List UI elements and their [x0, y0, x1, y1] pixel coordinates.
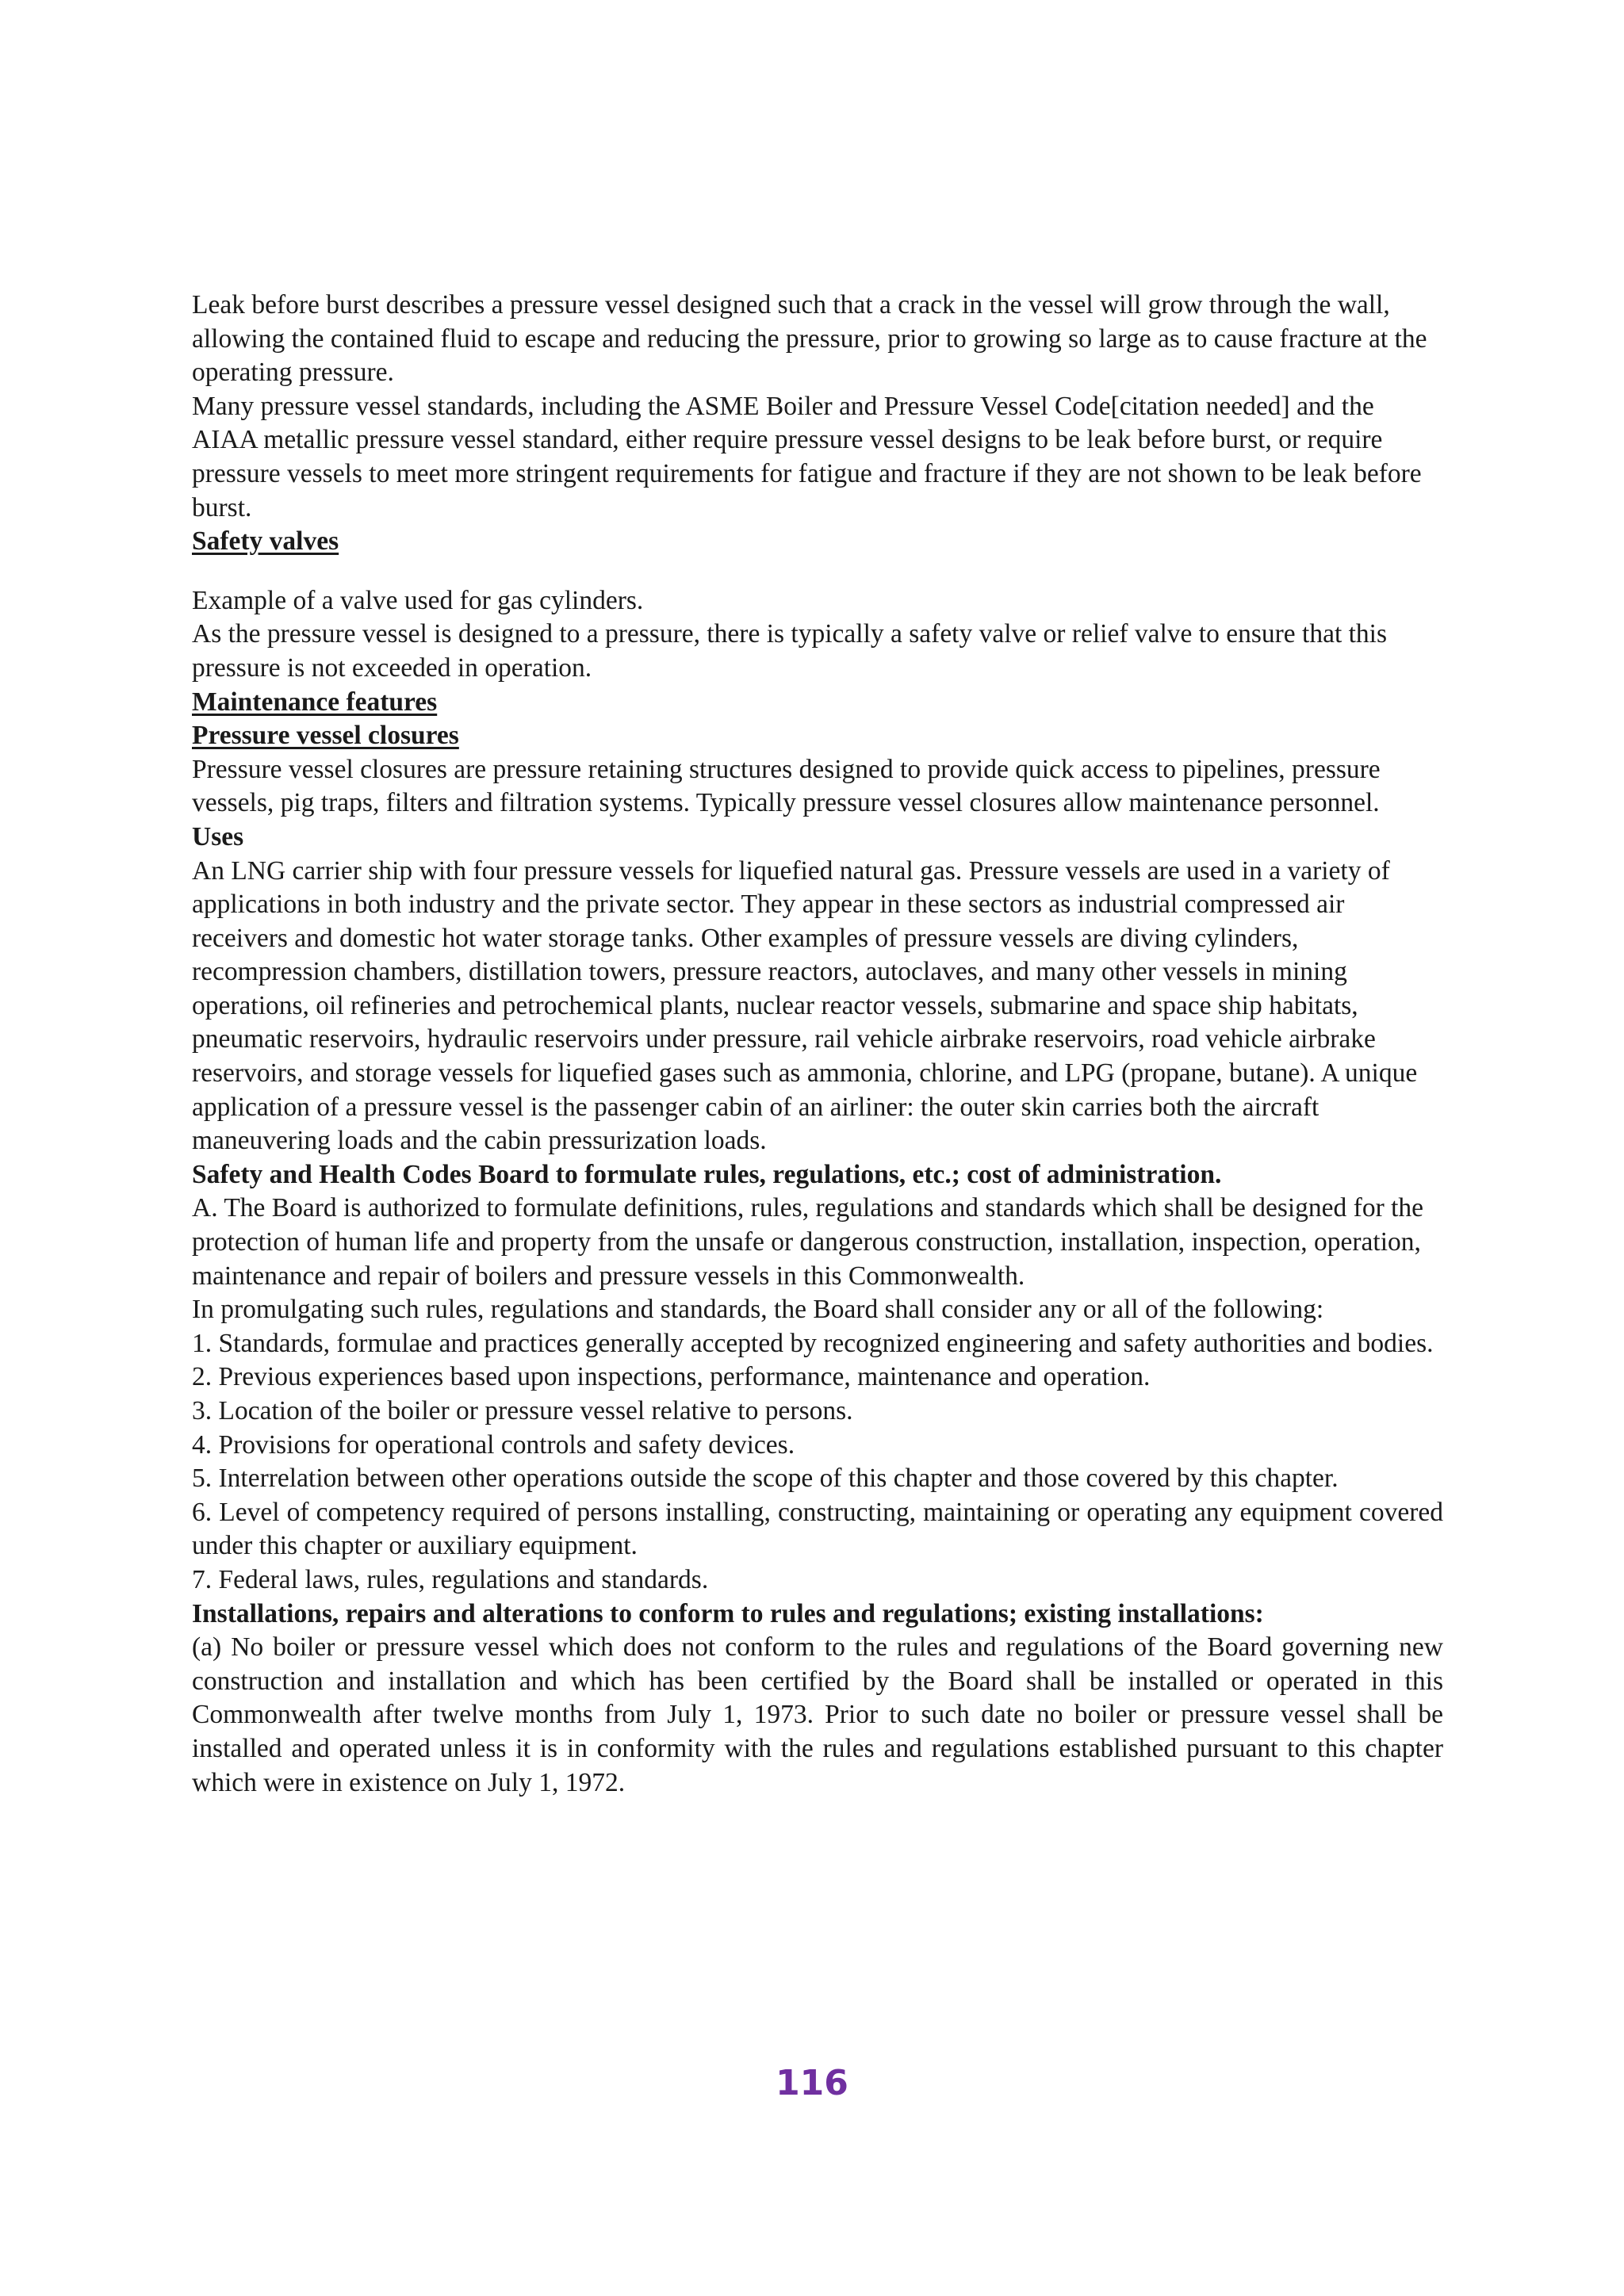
paragraph-uses: An LNG carrier ship with four pressure vessels for liquefied natural gas. Pressure vessels are used in a variety of applications in both industry and the private sector. They appear in these sectors as industrial compressed air receivers and domestic hot water storage tanks. Other examples of pressure vessels are diving cylinders, recompression chambers, distillation towers, pressure reactors, autoclaves, and many other vessels in mining operations, oil refineries and petrochemical plants, nuclear reactor vessels, submarine and space ship habitats, pneumatic reservoirs, hydraulic reservoirs under pressure, rail vehicle airbrake reservoirs, road vehicle airbrake reservoirs, and storage vessels for liquefied gases such as ammonia, chlorine, and LPG (propane, butane). A unique application of a pressure vessel is the passenger cabin of an airliner: the outer skin carries both the aircraft maneuvering loads and the cabin pressurization loads. — [192, 855, 1418, 1156]
heading-installations: Installations, repairs and alterations to conform to rules and regulations; existing installations: — [192, 1598, 1264, 1628]
heading-uses: Uses — [192, 821, 244, 851]
list-item: 7. Federal laws, rules, regulations and standards. — [192, 1564, 709, 1594]
document-body — [192, 289, 1443, 1800]
page-number: 116 — [776, 2063, 848, 2103]
list-item: 2. Previous experiences based upon inspections, performance, maintenance and operation. — [192, 1362, 1151, 1392]
heading-safety-valves: Safety valves — [192, 526, 339, 557]
heading-safety-health-board: Safety and Health Codes Board to formulate rules, regulations, etc.; cost of administration. — [192, 1159, 1222, 1189]
list-item: 4. Provisions for operational controls and safety devices. — [192, 1429, 795, 1460]
paragraph-closures: Pressure vessel closures are pressure retaining structures designed to provide quick access to pipelines, pressure vessels, pig traps, filters and filtration systems. Typically pressure vessel closures allow maintenance personnel. — [192, 754, 1381, 818]
list-item: 6. Level of competency required of persons installing, constructing, maintaining or operating any equipment covered under this chapter or auxiliary equipment. — [192, 1497, 1443, 1561]
list-item: 5. Interrelation between other operations outside the scope of this chapter and those covered by this chapter. — [192, 1464, 1339, 1494]
paragraph-leak-before-burst: Leak before burst describes a pressure vessel designed such that a crack in the vessel will grow through the wall, allowing the contained fluid to escape and reducing the pressure, prior to growing so large as to cause fracture at the operating pressure. — [192, 290, 1427, 388]
heading-pressure-vessel-closures: Pressure vessel closures — [192, 721, 459, 751]
paragraph-installations: (a) No boiler or pressure vessel which does not conform to the rules and regulations of the Board governing new construction and installation and which has been certified by the Board shall be installed or operated in this Commonwealth after twelve months from July 1, 1973. Prior to such date no boiler or pressure vessel shall be installed and operated unless it is in conformity with the rules and regulations established pursuant to this chapter which were in existence on July 1, 1972. — [192, 1632, 1443, 1797]
paragraph-promulgating: In promulgating such rules, regulations and standards, the Board shall consider any or all of the following: — [192, 1295, 1324, 1325]
spacer — [192, 559, 1443, 584]
paragraph-standards: Many pressure vessel standards, including the ASME Boiler and Pressure Vessel Code[citation needed] and the AIAA metallic pressure vessel standard, either require pressure vessel designs to be leak before burst, or require pressure vessels to meet more stringent requirements for fatigue and fracture if they are not shown to be leak before burst. — [192, 391, 1422, 522]
paragraph-valve-example: Example of a valve used for gas cylinders. — [192, 585, 644, 615]
list-item: 1. Standards, formulae and practices generally accepted by recognized engineering and safety authorities and bodies. — [192, 1328, 1434, 1358]
paragraph-board-authorized: A. The Board is authorized to formulate definitions, rules, regulations and standards which shall be designed for the protection of human life and property from the unsafe or dangerous construction, installation, inspection, operation, maintenance and repair of boilers and pressure vessels in this Commonwealth. — [192, 1193, 1424, 1291]
paragraph-safety-valve: As the pressure vessel is designed to a pressure, there is typically a safety valve or relief valve to ensure that this pressure is not exceeded in operation. — [192, 619, 1388, 683]
heading-maintenance-features: Maintenance features — [192, 687, 438, 717]
list-item: 3. Location of the boiler or pressure vessel relative to persons. — [192, 1396, 853, 1425]
